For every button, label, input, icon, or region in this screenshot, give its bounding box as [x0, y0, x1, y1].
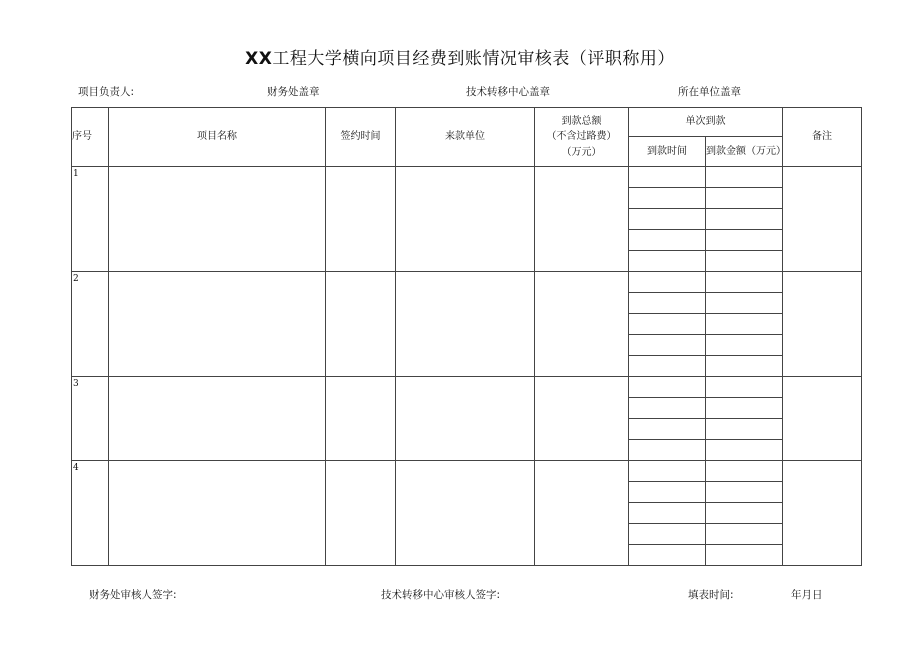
cell-payment-amount: [706, 440, 783, 461]
cell-payment-time: [629, 503, 706, 524]
total-amount-label: 到款总额: [561, 115, 602, 127]
date-label: 年月日: [791, 589, 823, 601]
table-row: [72, 461, 862, 482]
cell-project-name: [109, 377, 326, 461]
cell-total-amount: [535, 167, 629, 272]
cell-payment-time: [629, 461, 706, 482]
cell-payer: [396, 377, 535, 461]
title-prefix: XX: [245, 49, 273, 69]
cell-payment-amount: [706, 167, 783, 188]
cell-payment-time: [629, 335, 706, 356]
col-header-project-name: 项目名称: [109, 108, 326, 167]
cell-payment-amount: [706, 482, 783, 503]
row-seq: 1: [72, 167, 109, 272]
cell-payment-amount: [706, 503, 783, 524]
cell-payment-amount: [706, 230, 783, 251]
table-body: [72, 167, 862, 566]
cell-total-amount: [535, 377, 629, 461]
col-header-payer: 来款单位: [396, 108, 535, 167]
cell-sign-time: [326, 272, 396, 377]
cell-project-name: [109, 167, 326, 272]
total-amount-note: （不含过路费）: [546, 131, 617, 143]
cell-payment-time: [629, 293, 706, 314]
cell-payment-time: [629, 482, 706, 503]
cell-payment-time: [629, 419, 706, 440]
cell-payment-amount: [706, 293, 783, 314]
cell-remark: [783, 272, 862, 377]
cell-payer: [396, 167, 535, 272]
cell-payment-amount: [706, 209, 783, 230]
cell-sign-time: [326, 167, 396, 272]
table-row: [72, 272, 862, 293]
cell-payment-time: [629, 377, 706, 398]
table-row: [72, 377, 862, 398]
col-header-remark: 备注: [783, 108, 862, 167]
col-header-payment-time: 到款时间: [629, 137, 706, 167]
cell-payment-time: [629, 545, 706, 566]
project-leader-label: 项目负责人:: [78, 86, 135, 98]
cell-payment-time: [629, 230, 706, 251]
col-header-payment-amount: 到款金额（万元）: [706, 137, 783, 167]
cell-payment-amount: [706, 188, 783, 209]
cell-project-name: [109, 272, 326, 377]
cell-remark: [783, 377, 862, 461]
tech-signer-label: 技术转移中心审核人签字:: [381, 589, 501, 601]
cell-payment-amount: [706, 524, 783, 545]
cell-total-amount: [535, 461, 629, 566]
row-seq: 4: [72, 461, 109, 566]
cell-payment-amount: [706, 314, 783, 335]
total-amount-unit: （万元）: [561, 146, 602, 158]
cell-payment-time: [629, 314, 706, 335]
unit-seal-label: 所在单位盖章: [678, 86, 741, 98]
col-header-sign-time: 签约时间: [326, 108, 396, 167]
cell-payment-amount: [706, 335, 783, 356]
cell-payer: [396, 272, 535, 377]
cell-payment-amount: [706, 377, 783, 398]
cell-payment-time: [629, 440, 706, 461]
cell-payer: [396, 461, 535, 566]
page-title: [0, 44, 920, 69]
audit-table: [71, 107, 862, 566]
col-header-total-amount: [535, 108, 629, 167]
row-seq: 3: [72, 377, 109, 461]
cell-sign-time: [326, 461, 396, 566]
col-header-seq: 序号: [72, 108, 109, 167]
cell-payment-amount: [706, 461, 783, 482]
cell-payment-time: [629, 209, 706, 230]
table-row: [72, 167, 862, 188]
tech-transfer-seal-label: 技术转移中心盖章: [466, 86, 550, 98]
cell-remark: [783, 167, 862, 272]
cell-payment-time: [629, 356, 706, 377]
cell-remark: [783, 461, 862, 566]
cell-total-amount: [535, 272, 629, 377]
cell-sign-time: [326, 377, 396, 461]
cell-payment-time: [629, 398, 706, 419]
cell-payment-time: [629, 188, 706, 209]
cell-payment-amount: [706, 419, 783, 440]
cell-payment-amount: [706, 251, 783, 272]
fill-time-label: 填表时间:: [688, 589, 734, 601]
finance-seal-label: 财务处盖章: [267, 86, 320, 98]
col-header-single-payment: 单次到款: [629, 108, 783, 137]
cell-payment-time: [629, 272, 706, 293]
cell-payment-amount: [706, 545, 783, 566]
cell-project-name: [109, 461, 326, 566]
cell-payment-time: [629, 251, 706, 272]
cell-payment-amount: [706, 356, 783, 377]
row-seq: 2: [72, 272, 109, 377]
title-text: 工程大学横向项目经费到账情况审核表（评职称用）: [272, 49, 675, 69]
finance-signer-label: 财务处审核人签字:: [89, 589, 177, 601]
cell-payment-time: [629, 167, 706, 188]
cell-payment-amount: [706, 398, 783, 419]
cell-payment-amount: [706, 272, 783, 293]
cell-payment-time: [629, 524, 706, 545]
